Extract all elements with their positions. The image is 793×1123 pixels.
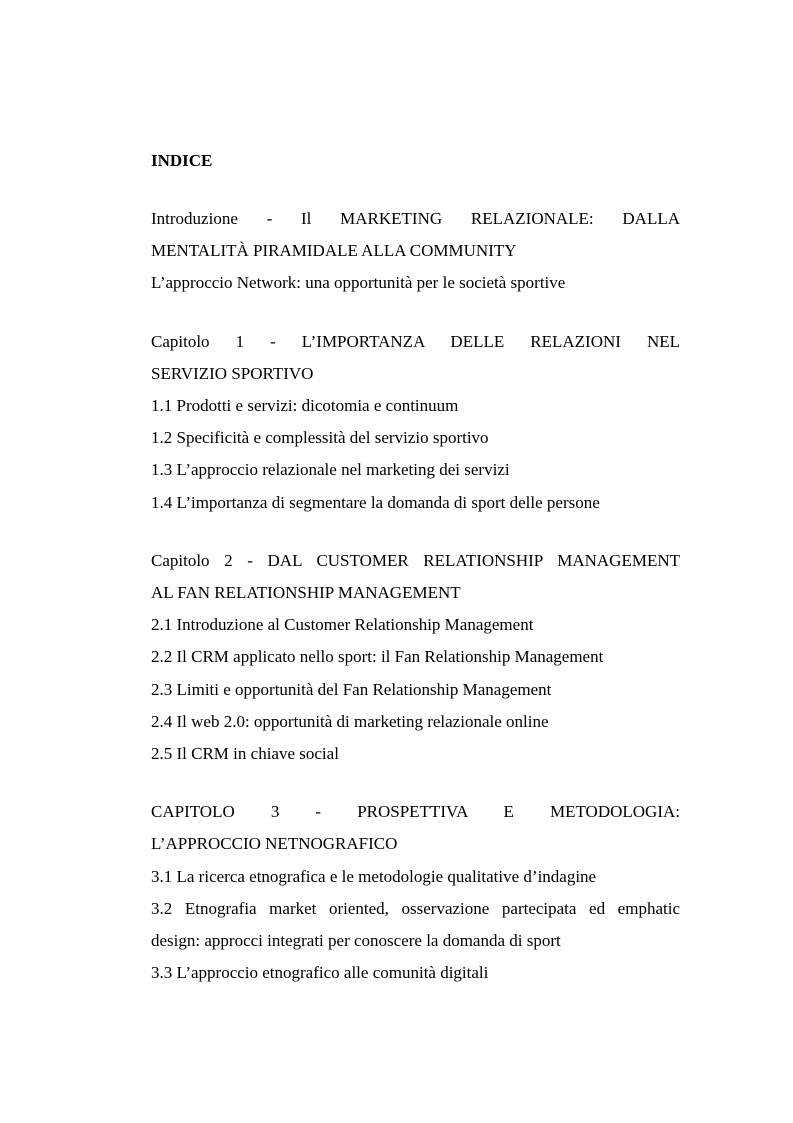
heading-line: Introduzione - Il MARKETING RELAZIONALE: DALLA <box>151 209 680 228</box>
heading-line: MENTALITÀ PIRAMIDALE ALLA COMMUNITY <box>151 241 517 261</box>
toc-entry: L’approccio Network: una opportunità per le società sportive <box>151 273 566 293</box>
toc-entry: 1.2 Specificità e complessità del servizio sportivo <box>151 428 489 448</box>
spacer <box>151 300 680 326</box>
toc-entry-line: 3.2 Etnografia market oriented, osservazione partecipata ed emphatic <box>151 898 680 918</box>
toc-entry: 2.1 Introduzione al Customer Relationship Management <box>151 615 534 635</box>
heading-line: SERVIZIO SPORTIVO <box>151 363 314 383</box>
heading-line: L’APPROCCIO NETNOGRAFICO <box>151 834 398 854</box>
heading-line: CAPITOLO 3 - PROSPETTIVA E METODOLOGIA: <box>151 802 680 822</box>
section-heading <box>151 326 680 390</box>
heading-line: AL FAN RELATIONSHIP MANAGEMENT <box>151 583 461 603</box>
toc-entry: 1.4 L’importanza di segmentare la domanda di sport delle persone <box>151 492 600 512</box>
section-chapter-2 <box>151 545 680 770</box>
table-of-contents <box>151 145 680 989</box>
heading-line: Capitolo 1 - L’IMPORTANZA DELLE RELAZIONI NEL <box>151 331 680 351</box>
toc-entry: 3.1 La ricerca etnografica e le metodologie qualitative d’indagine <box>151 866 597 886</box>
toc-entry <box>151 893 680 957</box>
section-introduction <box>151 203 680 300</box>
section-heading <box>151 545 680 609</box>
spacer <box>151 177 680 203</box>
index-title: INDICE <box>151 151 213 170</box>
toc-entry: 3.3 L’approccio etnografico alle comunità digitali <box>151 963 489 983</box>
toc-entry-line: design: approcci integrati per conoscere la domanda di sport <box>151 931 561 951</box>
section-heading <box>151 796 680 860</box>
section-heading <box>151 203 680 267</box>
toc-entry: 2.4 Il web 2.0: opportunità di marketing relazionale online <box>151 711 549 731</box>
spacer <box>151 770 680 796</box>
heading-line: Capitolo 2 - DAL CUSTOMER RELATIONSHIP MANAGEMENT <box>151 550 680 570</box>
toc-entry: 1.1 Prodotti e servizi: dicotomia e continuum <box>151 396 459 416</box>
section-chapter-1 <box>151 326 680 519</box>
toc-entry: 2.5 Il CRM in chiave social <box>151 744 339 764</box>
spacer <box>151 519 680 545</box>
toc-entry: 2.3 Limiti e opportunità del Fan Relationship Management <box>151 679 552 699</box>
toc-entry: 2.2 Il CRM applicato nello sport: il Fan Relationship Management <box>151 647 604 667</box>
section-chapter-3 <box>151 796 680 989</box>
toc-entry: 1.3 L’approccio relazionale nel marketing dei servizi <box>151 460 510 480</box>
